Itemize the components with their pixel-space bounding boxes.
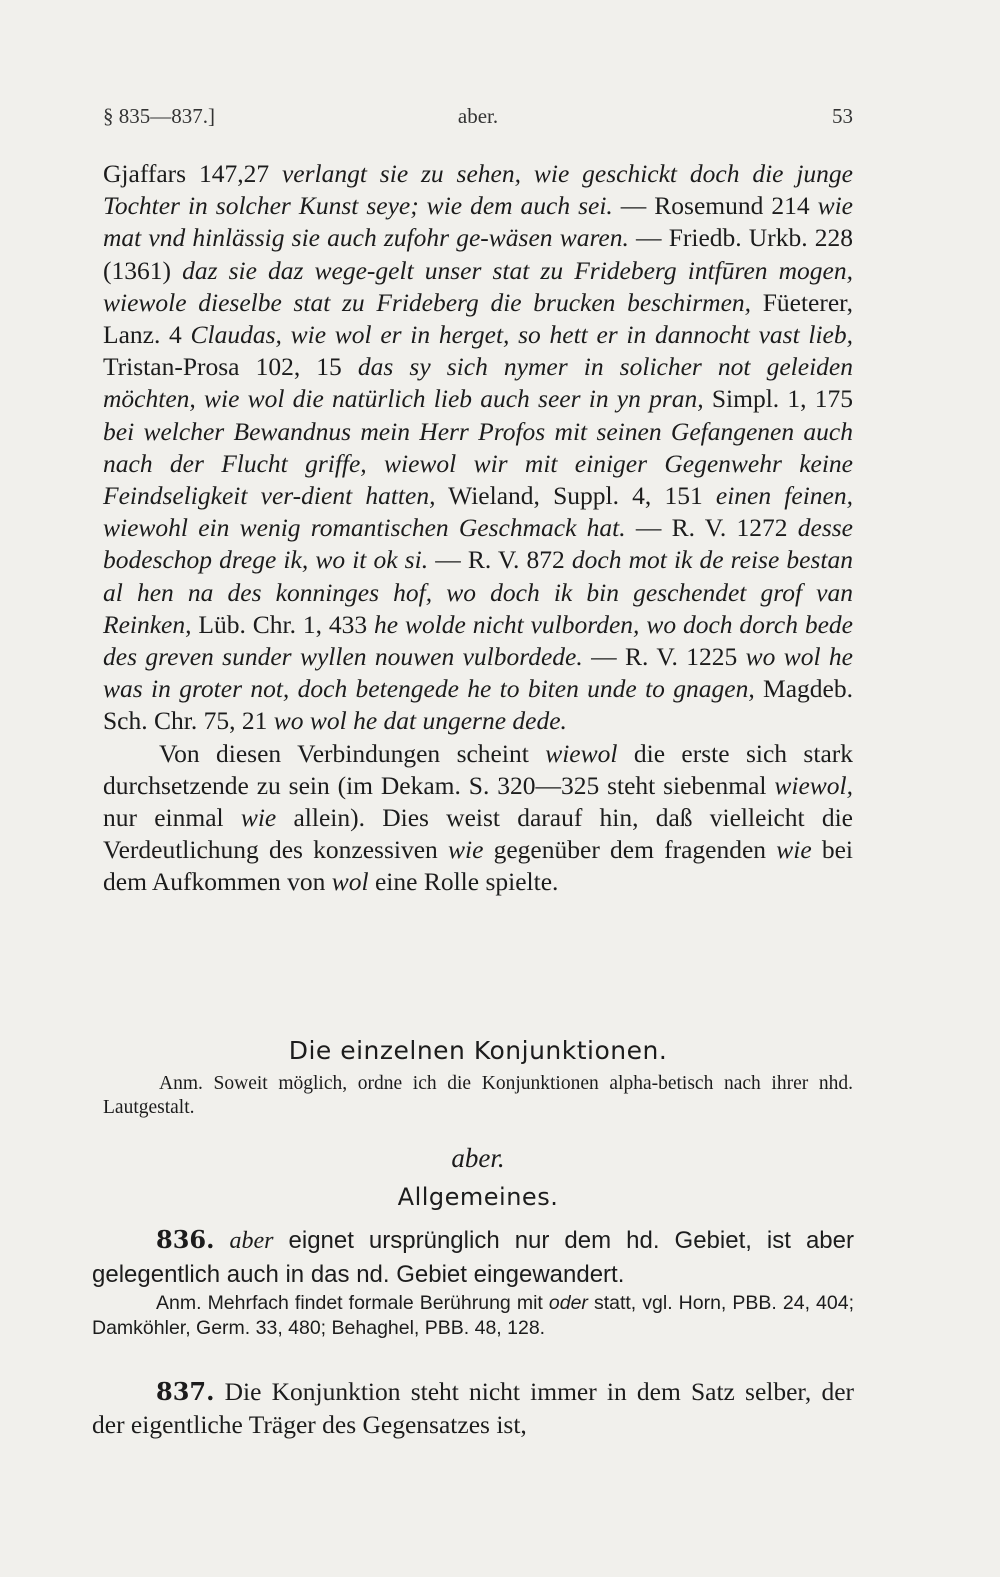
italic-quote: bei welcher Bewandnus mein Herr Profos mit seinen Gefangenen auch nach der Flucht griffe, wiewol wir mit einiger Gegenwehr keine Feindseligkeit ver-dient hatten,	[103, 416, 853, 511]
citation-text: Magdeb. Sch. Chr. 75, 21	[103, 674, 853, 736]
italic-quote: wie	[776, 835, 812, 865]
citation-text: — Friedb. Urkb. 228 (1361)	[103, 223, 854, 285]
citation-text: Füeterer, Lanz. 4	[103, 287, 853, 350]
italic-term: aber	[229, 1228, 274, 1254]
paragraph-number: 837.	[156, 1377, 215, 1406]
body-text	[103, 158, 853, 899]
citation-text: Von diesen Verbindungen scheint	[159, 738, 546, 768]
italic-term: oder	[548, 1292, 588, 1314]
note-lead: Anm.	[159, 1073, 203, 1094]
citation-text: nur einmal	[103, 803, 241, 833]
italic-quote: einen feinen, wiewohl ein wenig romantischen Geschmack hat.	[103, 481, 853, 543]
citation-text: die erste sich stark durchsetzende zu sein (im Dekam. S. 320—325 steht siebenmal	[103, 738, 854, 800]
italic-quote: wie	[448, 835, 484, 865]
citation-text: Gjaffars 147,27	[103, 159, 282, 188]
italic-quote: wiewol,	[774, 770, 853, 800]
italic-quote: wie mat vnd hinlässig sie auch zufohr ge-wäsen waren.	[103, 191, 853, 253]
note-oder	[92, 1291, 854, 1341]
italic-quote: wo wol he dat ungerne dede.	[273, 706, 567, 736]
citation-text: Tristan-Prosa 102, 15	[103, 352, 358, 382]
paragraph-number: 836.	[156, 1225, 215, 1254]
paragraph-examples	[103, 158, 853, 738]
citation-text: — R. V. 1272	[625, 513, 798, 543]
citation-text: allein). Dies weist darauf hin, daß vielleicht die Verdeutlichung des konzessiven	[103, 803, 853, 865]
section-range: § 835—837.]	[103, 104, 215, 128]
italic-quote: he wolde nicht vulborden, wo doch dorch bede des greven sunder wyllen nouwen vulbordede.	[103, 609, 853, 672]
paragraph-wiewol	[103, 738, 853, 899]
page-number: 53	[832, 104, 853, 128]
italic-quote: verlangt sie zu sehen, wie geschickt doch die junge Tochter in solcher Kunst seye; wie dem auch sei.	[103, 159, 853, 221]
italic-quote: wie	[240, 803, 277, 833]
note-text-before: Mehrfach findet formale Berührung mit	[201, 1292, 549, 1314]
paragraph-837	[92, 1375, 854, 1441]
running-header	[103, 104, 853, 134]
italic-quote: daz sie daz wege-gelt unser stat zu Frideberg intfūren mogen, wiewole dieselbe stat zu Frideberg die brucken beschirmen,	[103, 255, 853, 317]
italic-quote: das sy sich nymer in solicher not geleiden möchten, wie wol die natürlich lieb auch seer in yn pran,	[103, 352, 853, 414]
citation-text: Simpl. 1, 175	[703, 384, 853, 414]
running-title: aber.	[457, 104, 499, 128]
note-text-after: statt, vgl. Horn, PBB. 24, 404; Damköhler, Germ. 33, 480; Behaghel, PBB. 48, 128.	[92, 1292, 854, 1339]
italic-quote: wol	[331, 867, 369, 897]
heading-allgemeines: Allgemeines.	[397, 1183, 559, 1211]
italic-quote: wo wol he was in groter not, doch betengede he to biten unde to gnagen,	[103, 642, 854, 704]
paragraph-836	[92, 1223, 854, 1291]
citation-text: Lüb. Chr. 1, 433	[191, 609, 374, 639]
note-alphabetical	[103, 1072, 853, 1120]
heading-aber: aber.	[451, 1143, 505, 1173]
citation-text: — R. V. 1225	[582, 642, 746, 672]
citation-text: — R. V. 872	[428, 545, 572, 575]
italic-quote: doch mot ik de reise bestan al hen na des konninges hof, wo doch ik bin geschendet grof van Reinken,	[103, 545, 853, 639]
paragraph-text: Die Konjunktion steht nicht immer in dem Satz selber, der der eigentliche Träger des Gegensatzes ist,	[92, 1377, 854, 1439]
note-text: Soweit möglich, ordne ich die Konjunktionen alpha-betisch nach ihrer nhd. Lautgestalt.	[103, 1073, 853, 1118]
citation-text: Wieland, Suppl. 4, 151	[435, 481, 716, 511]
paragraph-text: eignet ursprünglich nur dem hd. Gebiet, ist aber gelegentlich auch in das nd. Gebiet eingewandert.	[92, 1227, 854, 1288]
citation-text: bei dem Aufkommen von	[103, 835, 854, 897]
italic-quote: desse bodeschop drege ik, wo it ok si.	[103, 513, 853, 575]
section-heading: Die einzelnen Konjunktionen.	[288, 1036, 668, 1065]
note-lead: Anm.	[156, 1292, 202, 1314]
citation-text: — Rosemund 214	[612, 191, 818, 221]
italic-quote: Claudas, wie wol er in herget, so hett er in dannocht vast lieb,	[190, 320, 854, 350]
italic-quote: wiewol	[545, 738, 618, 768]
citation-text: gegenüber dem fragenden	[483, 835, 777, 865]
citation-text: eine Rolle spielte.	[368, 867, 559, 897]
